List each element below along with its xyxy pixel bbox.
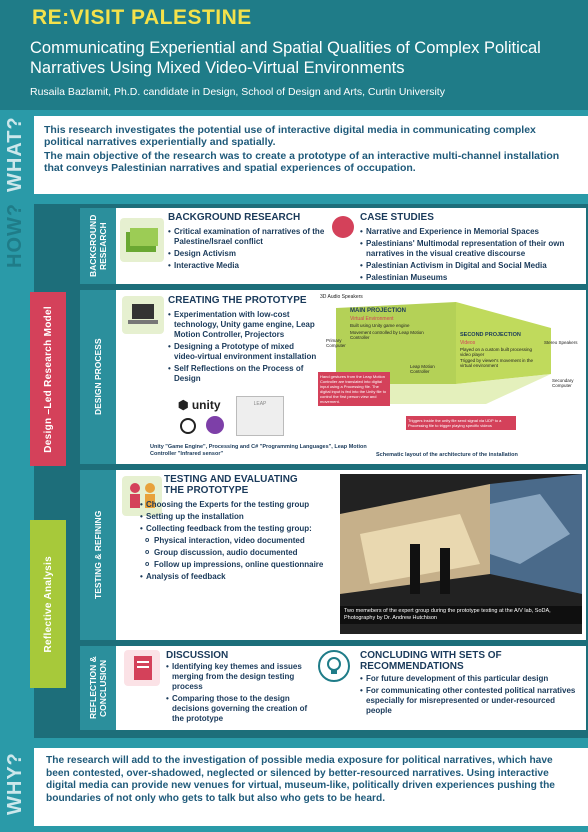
csharp-icon [206,416,224,434]
cases-title: CASE STUDIES [360,212,434,223]
leap-wordmark: LEAP [253,401,267,407]
leap-device [236,396,284,436]
schematic [316,292,586,462]
trigger-note: Triggers inside the unity file send signal via UDP to a Processing file to trigger playing specific videos [406,416,516,430]
main-projection: MAIN PROJECTION [350,308,407,314]
main-note-1: Built using Unity game engine [350,323,410,328]
testing-title: TESTING AND EVALUATING THE PROTOTYPE [164,474,298,496]
case-studies-icon [332,216,354,238]
schematic-caption: Schematic layout of the architecture of the installation [376,452,518,458]
second-note-2: Trigged by viewer's movement in the virtual environment [460,358,533,368]
list-item: • Designing a Prototype of mixed video-virtual environment installation [168,342,318,362]
list-item: o Group discussion, audio documented [140,548,330,558]
stage-reflection: REFLECTION & CONCLUSION [80,646,116,730]
stereo-speakers: Stereo Speakers [544,340,578,345]
what-paragraph-1: This research investigates the potential use of interactive digital media in communicating complex political narratives experientially and spatially. [44,124,536,148]
secondary-computer: Secondary Computer [552,378,574,388]
discussion-doc-icon [124,650,160,686]
hand-gesture-note: Hand gestures from the Leap Motion Controller are translated into digital input using a Processing file. The digital input is fed into the Unity file to control the first person view and movement. [318,372,390,406]
how-label: HOW? [4,202,26,268]
cases-list [360,227,582,283]
background-title: BACKGROUND RESEARCH [168,212,301,223]
second-projection: SECOND PROJECTION [460,332,521,338]
second-note-1: Played on a custom built processing video player [460,347,533,357]
list-item: • Palestinian Activism in Digital and Social Media [360,261,582,271]
lightbulb-icon [318,650,350,682]
author-line: Rusaila Bazlamit, Ph.D. candidate in Design, School of Design and Arts, Curtin University [30,86,445,98]
discussion-list [166,662,316,724]
what-panel [34,116,588,194]
list-item: • For future development of this particular design [360,674,580,684]
list-item: • Narrative and Experience in Memorial Spaces [360,227,582,237]
laptop-icon [122,296,164,334]
speakers-3d: 3D Audio Speakers [320,294,363,300]
background-book-icon [120,218,164,262]
why-text: The research will add to the investigation of possible media exposure for political narratives, which have been contested, over-shadowed, neglected or silenced by better-resourced narratives. Using interactive digital media can provide new venues for virtual, museum-like, politically driven experiences pushing the boundaries of not only who gets to talk but also who gets to be heard. [46,755,555,804]
testing-list [140,500,330,582]
list-item: • Comparing those to the design decisions governing the creation of the prototype [166,694,316,724]
videos-label: Videos [460,340,476,346]
model-bar [30,292,66,466]
list-item: • For communicating other contested political narratives especially for misrepresented or under-resourced people [360,686,580,716]
design-list [168,310,318,384]
background-list [168,227,338,271]
list-item: • Experimentation with low-cost technology, Unity game engine, Leap Motion Controller, Projectors [168,310,318,340]
list-item: • Critical examination of narratives of the Palestine/Israel conflict [168,227,338,247]
stage-design: DESIGN PROCESS [80,290,116,464]
list-item: • Palestinian Museums [360,273,582,283]
list-item: • Self Reflections on the Process of Design [168,364,318,384]
list-item: • Collecting feedback from the testing group: [140,524,330,534]
main-note-2: Movement controlled by Leap Motion Controller [350,330,424,340]
list-item: • Interactive Media [168,261,338,271]
logos-caption: Unity "Game Engine", Processing and C# "Programming Languages", Leap Motion Controller "Infrared sensor" [150,444,367,457]
list-item: • Palestinians' Multimodal representation of their own narratives in the visual creative discourse [360,239,582,259]
testing-photo [340,474,582,634]
what-label: WHAT? [4,116,26,192]
why-label: WHY? [4,752,26,816]
model-label: Design –Led Research Model [42,305,54,453]
unity-logo [178,398,221,412]
list-item: • Choosing the Experts for the testing group [140,500,330,510]
why-panel [34,748,588,826]
list-item: • Identifying key themes and issues merging from the design testing process [166,662,316,692]
poster-subtitle: Communicating Experiential and Spatial Qualities of Complex Political Narratives Using Mixed Video-Virtual Environments [30,39,541,77]
concluding-title: CONCLUDING WITH SETS OF RECOMMENDATIONS [360,650,502,672]
reflective-bar [30,520,66,688]
what-paragraph-2: The main objective of the research was to create a prototype of an interactive multi-channel installation that conveys Palestinian narratives and spatial experiences of occupation. [44,150,560,174]
stage-testing: TESTING & REFINING [80,470,116,640]
discussion-title: DISCUSSION [166,650,229,661]
ve-label: Virtual Environment [350,316,394,322]
list-item: o Follow up impressions, online questionnaire [140,560,330,570]
list-item: • Analysis of feedback [140,572,330,582]
list-item: • Setting up the installation [140,512,330,522]
poster-title: RE:VISIT PALESTINE [32,6,252,29]
design-title: CREATING THE PROTOTYPE [168,295,307,306]
reflective-label: Reflective Analysis [42,555,54,653]
photo-caption: Two memebers of the expert group during the prototype testing at the A/V lab, SoDA, Photography by Dr. Andrew Hutchison [340,606,582,624]
stage-background: BACKGROUND RESEARCH [80,208,116,284]
leap-controller-label: Leap Motion Controller [410,364,435,374]
primary-computer: Primary Computer [326,338,346,348]
list-item: • Design Activism [168,249,338,259]
concluding-list [360,674,580,716]
list-item: o Physical interaction, video documented [140,536,330,546]
unity-icon: ⬢ [178,398,189,412]
processing-icon [180,418,196,434]
unity-wordmark: unity [191,398,221,412]
